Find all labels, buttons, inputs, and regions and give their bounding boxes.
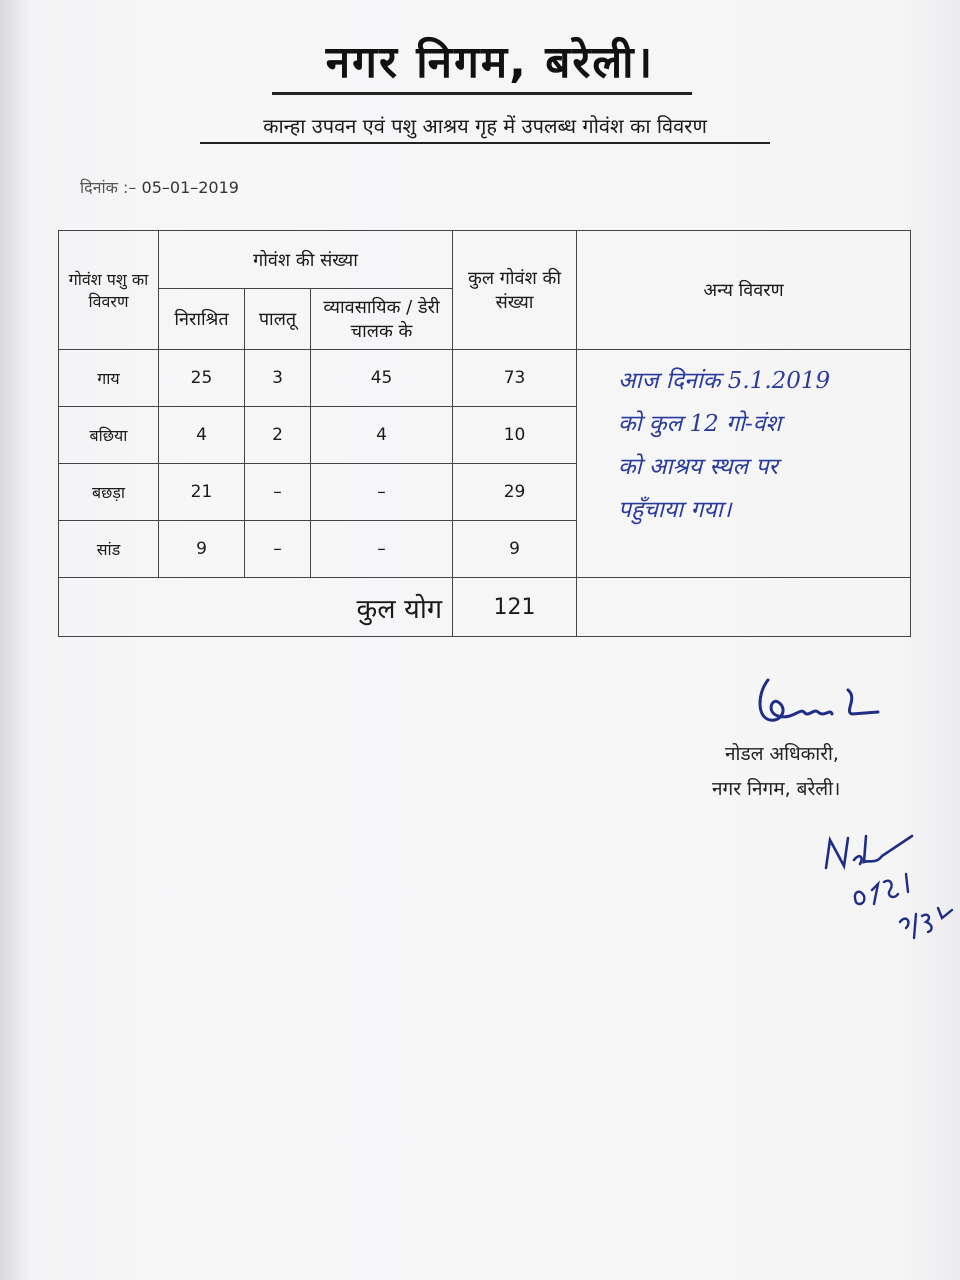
handwritten-initials-image (820, 830, 960, 950)
header-pet: पालतू (245, 289, 311, 350)
cell-pet: – (245, 464, 311, 521)
cell-dairy: 45 (311, 350, 453, 407)
cell-pet: 2 (245, 407, 311, 464)
row-label: सांड (59, 521, 159, 578)
signatory-office: नगर निगम, बरेली। (712, 778, 841, 800)
cell-total: 10 (453, 407, 577, 464)
cell-unowned: 4 (159, 407, 245, 464)
header-count-group: गोवंश की संख्या (159, 231, 453, 289)
grand-total-value: 121 (453, 578, 577, 637)
table-header-row (59, 231, 911, 289)
note-line: को कुल 12 गो-वंश (618, 411, 782, 437)
note-line: पहुँचाया गया। (618, 497, 732, 523)
title-underline (272, 92, 692, 95)
signatory-title: नोडल अधिकारी, (725, 743, 839, 765)
row-label: बछिया (59, 407, 159, 464)
cell-unowned: 25 (159, 350, 245, 407)
signature-image (748, 672, 898, 732)
cell-total: 9 (453, 521, 577, 578)
header-notes: अन्य विवरण (577, 231, 911, 350)
header-total: कुल गोवंश की संख्या (453, 231, 577, 350)
total-blank (59, 578, 159, 637)
note-line: को आश्रय स्थल पर (618, 454, 778, 480)
cell-total: 73 (453, 350, 577, 407)
cell-dairy: – (311, 464, 453, 521)
grand-total-label: कुल योग (159, 578, 453, 637)
cell-unowned: 9 (159, 521, 245, 578)
row-label: गाय (59, 350, 159, 407)
row-label: बछड़ा (59, 464, 159, 521)
header-dairy: व्यावसायिक / डेरी चालक के (311, 289, 453, 350)
cell-pet: 3 (245, 350, 311, 407)
page-subtitle: कान्हा उपवन एवं पशु आश्रय गृह में उपलब्ध गोवंश का विवरण (200, 112, 770, 144)
date-label: दिनांक :– (80, 178, 137, 197)
header-unowned: निराश्रित (159, 289, 245, 350)
cell-dairy: 4 (311, 407, 453, 464)
cell-dairy: – (311, 521, 453, 578)
header-animal: गोवंश पशु का विवरण (59, 231, 159, 350)
cell-total: 29 (453, 464, 577, 521)
page-title: नगर निगम, बरेली। (325, 37, 655, 88)
date-line (80, 176, 239, 198)
note-line: आज दिनांक 5.1.2019 (618, 368, 831, 394)
grand-total-row (59, 578, 911, 637)
cell-unowned: 21 (159, 464, 245, 521)
total-notes-blank (577, 578, 911, 637)
date-value: 05–01–2019 (141, 178, 239, 197)
cell-pet: – (245, 521, 311, 578)
handwritten-note (618, 360, 908, 532)
